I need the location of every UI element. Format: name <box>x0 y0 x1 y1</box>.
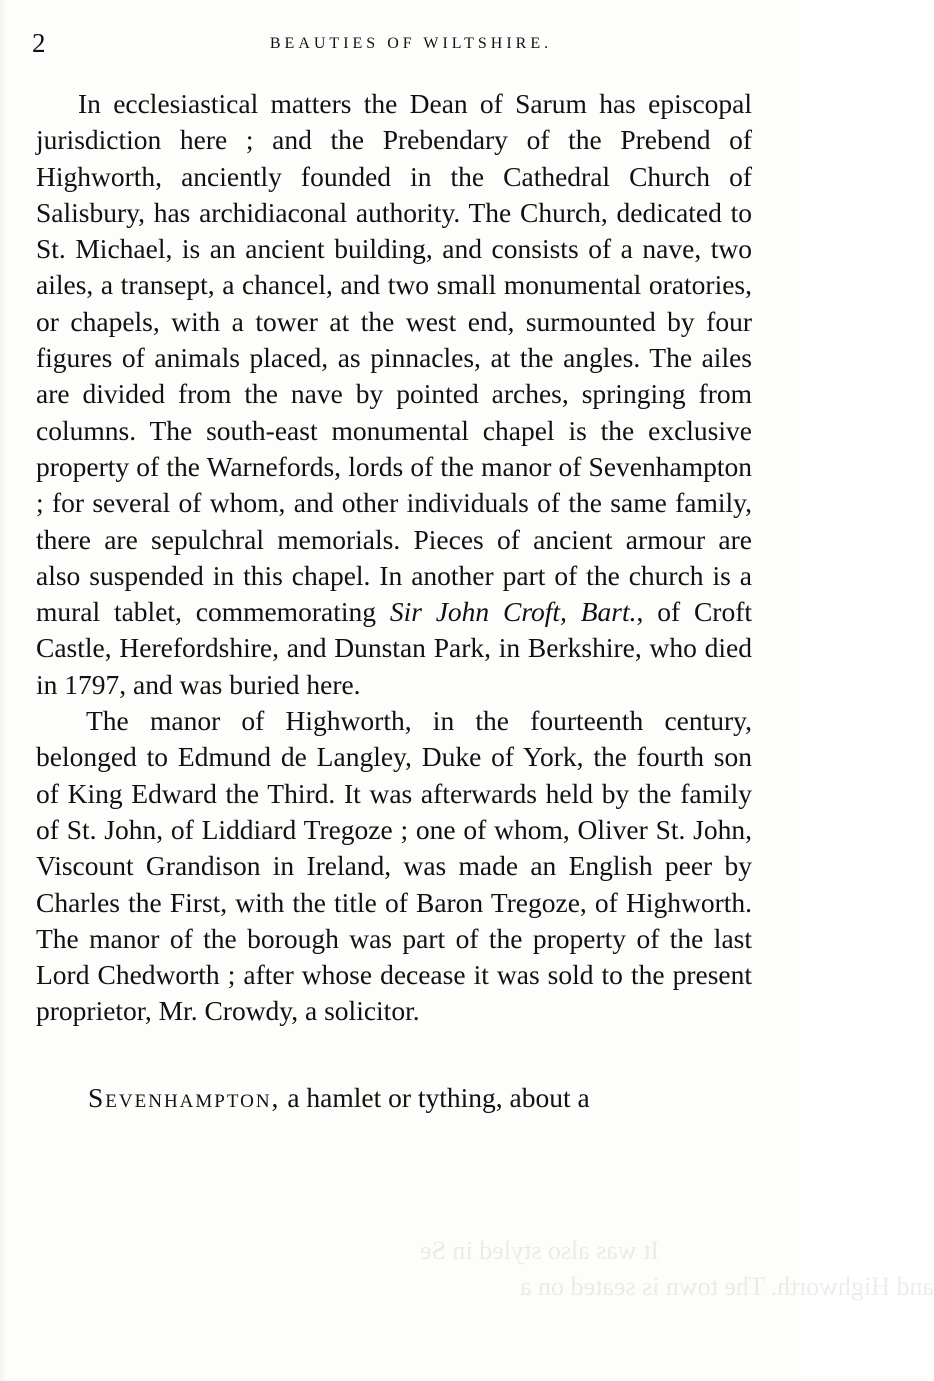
running-head: BEAUTIES OF WILTSHIRE. <box>269 35 553 52</box>
show-through-text-1: It was also styled in Se <box>420 1236 660 1265</box>
paragraph-church-text: In ecclesiastical matters the Dean of Sarum has episcopal jurisdiction here ; and the Prebendary of the Prebend of Highworth, anciently founded in the Cathedral Church of Salisbury, has archidiaconal authority. The Church, dedicated to St. Michael, is an ancient building, and consists of a nave, two ailes, a transept, a chancel, and two small monumental oratories, or chapels, with a tower at the west end, surmounted by four figures of animals placed, as pinnacles, at the angles. The ailes are divided from the nave by pointed arches, springing from columns. The south-east monumental chapel is the exclusive property of the Warnefords, lords of the manor of Sevenhampton ; for several of whom, and other individuals of the same family, there are sepulchral memorials. Pieces of ancient armour are also suspended in this chapel. In another part of the church is a mural tablet, commemorating <box>36 88 752 628</box>
paragraph-church-italic: Sir John Croft, Bart. <box>389 596 637 628</box>
page-gutter-shadow <box>0 0 6 1381</box>
sevenhampton-text: a hamlet or tything, about a <box>287 1081 590 1113</box>
page-number: 2 <box>32 28 46 58</box>
paragraph-manor: The manor of Highworth, in the fourteenth century, belonged to Edmund de Langley, Duke of York, the fourth son of King Edward the Third. It was afterwards held by the family of St. John, of Liddiard Tregoze ; one of whom, Oliver St. John, Viscount Grandison in Ireland, was made an English peer by Charles the First, with the title of Baron Tregoze, of Highworth. The manor of the borough was part of the property of the last Lord Chedworth ; after whose decease it was sold to the present proprietor, Mr. Crowdy, a solicitor. <box>36 705 752 1027</box>
show-through-text-2: and Highworth. The town is seated on a <box>520 1272 934 1301</box>
paragraph-sevenhampton <box>36 1080 752 1116</box>
body-text <box>36 86 752 1116</box>
paragraph-church <box>36 86 752 703</box>
paragraph-church-end: , of Croft Castle, Herefordshire, and Dunstan Park, in Berkshire, who died in 1797, and was buried here. <box>36 596 753 700</box>
page-header <box>32 28 760 62</box>
sevenhampton-heading: Sevenhampton, <box>88 1081 281 1113</box>
